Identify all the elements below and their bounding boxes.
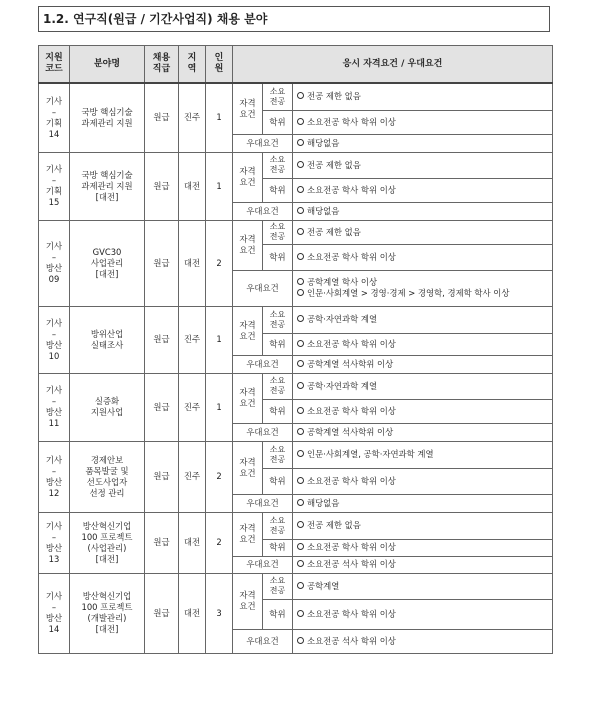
job-grade: 원급 bbox=[145, 373, 179, 441]
requirement-text: 소요전공 학사 학위 이상 bbox=[307, 405, 396, 416]
requirement-text: 공학·자연과학 계열 bbox=[307, 314, 378, 324]
preference-label: 우대요건 bbox=[233, 355, 293, 373]
requirement-text: 인문·사회계열, 공학·자연과학 계열 bbox=[307, 449, 434, 459]
requirement-item bbox=[297, 427, 552, 438]
circle-bullet-icon bbox=[297, 499, 304, 506]
job-region: 대전 bbox=[179, 573, 206, 653]
requirement-item bbox=[297, 339, 552, 350]
requirement-text: 소요전공 학사 학위 이상 bbox=[307, 475, 396, 486]
circle-bullet-icon bbox=[297, 382, 304, 389]
table-row bbox=[39, 220, 553, 244]
preference-label: 우대요건 bbox=[233, 556, 293, 573]
requirement-item bbox=[297, 288, 552, 299]
circle-bullet-icon bbox=[297, 207, 304, 214]
requirement-item bbox=[297, 252, 552, 263]
requirement-text: 해당없음 bbox=[307, 497, 340, 508]
preference-requirement bbox=[293, 202, 553, 220]
major-label: 소요 전공 bbox=[263, 373, 293, 399]
circle-bullet-icon bbox=[297, 360, 304, 367]
degree-label: 학위 bbox=[263, 468, 293, 494]
header-grade: 채용 직급 bbox=[145, 46, 179, 84]
job-region: 대전 bbox=[179, 152, 206, 220]
requirement-item bbox=[297, 277, 552, 288]
job-code: 기사 – 기획 14 bbox=[39, 83, 70, 152]
field-name: 방산혁신기업 100 프로젝트 (개발관리) [대전] bbox=[70, 573, 145, 653]
requirement-item bbox=[297, 314, 552, 325]
job-grade: 원급 bbox=[145, 512, 179, 573]
degree-label: 학위 bbox=[263, 599, 293, 629]
preference-label: 우대요건 bbox=[233, 629, 293, 653]
degree-requirement bbox=[293, 539, 553, 556]
job-region: 대전 bbox=[179, 220, 206, 306]
circle-bullet-icon bbox=[297, 186, 304, 193]
requirement-item bbox=[297, 449, 552, 460]
preference-requirement bbox=[293, 494, 553, 512]
job-code: 기사 – 기획 15 bbox=[39, 152, 70, 220]
requirement-text: 소요전공 석사 학위 이상 bbox=[307, 635, 396, 646]
degree-label: 학위 bbox=[263, 399, 293, 423]
requirement-text: 인문·사회계열 > 경영·경제 > 경영학, 경제학 학사 이상 bbox=[307, 288, 510, 298]
major-requirement bbox=[293, 512, 553, 539]
table-row bbox=[39, 441, 553, 468]
requirement-text: 소요전공 학사 학위 이상 bbox=[307, 184, 396, 195]
circle-bullet-icon bbox=[297, 253, 304, 260]
requirement-item bbox=[297, 91, 552, 102]
preference-label: 우대요건 bbox=[233, 134, 293, 152]
field-name: 방위산업 실태조사 bbox=[70, 306, 145, 373]
table-row bbox=[39, 512, 553, 539]
major-requirement bbox=[293, 441, 553, 468]
degree-requirement bbox=[293, 399, 553, 423]
requirement-item bbox=[297, 520, 552, 531]
job-code: 기사 – 방산 12 bbox=[39, 441, 70, 512]
requirement-text: 소요전공 학사 학위 이상 bbox=[307, 608, 396, 619]
job-grade: 원급 bbox=[145, 220, 179, 306]
major-label: 소요 전공 bbox=[263, 152, 293, 178]
requirement-text: 해당없음 bbox=[307, 205, 340, 216]
job-count: 1 bbox=[206, 306, 233, 373]
table-row bbox=[39, 373, 553, 399]
circle-bullet-icon bbox=[297, 428, 304, 435]
qualification-label: 자격 요건 bbox=[233, 306, 263, 355]
circle-bullet-icon bbox=[297, 637, 304, 644]
circle-bullet-icon bbox=[297, 315, 304, 322]
requirement-item bbox=[297, 117, 552, 128]
job-code: 기사 – 방산 14 bbox=[39, 573, 70, 653]
degree-label: 학위 bbox=[263, 178, 293, 202]
qualification-label: 자격 요건 bbox=[233, 373, 263, 423]
qualification-label: 자격 요건 bbox=[233, 573, 263, 629]
field-name: 국방 핵심기술 과제관리 지원 [대전] bbox=[70, 152, 145, 220]
requirement-text: 전공 제한 없음 bbox=[307, 91, 361, 102]
requirement-item bbox=[297, 559, 552, 570]
major-requirement bbox=[293, 152, 553, 178]
requirement-item bbox=[297, 636, 552, 647]
circle-bullet-icon bbox=[297, 161, 304, 168]
table-header-row bbox=[39, 46, 553, 84]
preference-label: 우대요건 bbox=[233, 270, 293, 306]
header-count: 인 원 bbox=[206, 46, 233, 84]
preference-label: 우대요건 bbox=[233, 202, 293, 220]
job-code: 기사 – 방산 11 bbox=[39, 373, 70, 441]
job-count: 3 bbox=[206, 573, 233, 653]
requirement-text: 공학·자연과학 계열 bbox=[307, 380, 378, 391]
job-region: 진주 bbox=[179, 441, 206, 512]
job-count: 1 bbox=[206, 152, 233, 220]
job-code: 기사 – 방산 09 bbox=[39, 220, 70, 306]
job-count: 1 bbox=[206, 373, 233, 441]
major-label: 소요 전공 bbox=[263, 512, 293, 539]
degree-requirement bbox=[293, 178, 553, 202]
table-row bbox=[39, 152, 553, 178]
preference-requirement bbox=[293, 355, 553, 373]
qualification-label: 자격 요건 bbox=[233, 512, 263, 556]
field-name: GVC30 사업관리 [대전] bbox=[70, 220, 145, 306]
requirement-item bbox=[297, 185, 552, 196]
degree-requirement bbox=[293, 244, 553, 270]
job-grade: 원급 bbox=[145, 83, 179, 152]
degree-label: 학위 bbox=[263, 110, 293, 134]
degree-requirement bbox=[293, 468, 553, 494]
job-region: 대전 bbox=[179, 512, 206, 573]
requirement-text: 전공 제한 없음 bbox=[307, 159, 361, 170]
major-requirement bbox=[293, 373, 553, 399]
circle-bullet-icon bbox=[297, 407, 304, 414]
requirement-item bbox=[297, 227, 552, 238]
requirement-item bbox=[297, 160, 552, 171]
recruitment-table bbox=[38, 45, 553, 654]
table-body bbox=[39, 83, 553, 653]
circle-bullet-icon bbox=[297, 289, 304, 296]
preference-requirement bbox=[293, 423, 553, 441]
field-name: 방산혁신기업 100 프로젝트 (사업관리) [대전] bbox=[70, 512, 145, 573]
requirement-text: 소요전공 석사 학위 이상 bbox=[307, 559, 396, 569]
qualification-label: 자격 요건 bbox=[233, 152, 263, 202]
requirement-item bbox=[297, 609, 552, 620]
requirement-item bbox=[297, 406, 552, 417]
requirement-text: 소요전공 학사 학위 이상 bbox=[307, 542, 396, 552]
major-requirement bbox=[293, 306, 553, 333]
job-code: 기사 – 방산 10 bbox=[39, 306, 70, 373]
degree-requirement bbox=[293, 599, 553, 629]
job-region: 진주 bbox=[179, 83, 206, 152]
requirement-text: 소요전공 학사 학위 이상 bbox=[307, 116, 396, 127]
preference-requirement bbox=[293, 556, 553, 573]
degree-label: 학위 bbox=[263, 244, 293, 270]
preference-requirement bbox=[293, 629, 553, 653]
circle-bullet-icon bbox=[297, 92, 304, 99]
field-name: 국방 핵심기술 과제관리 지원 bbox=[70, 83, 145, 152]
circle-bullet-icon bbox=[297, 340, 304, 347]
job-region: 진주 bbox=[179, 373, 206, 441]
major-label: 소요 전공 bbox=[263, 573, 293, 599]
major-label: 소요 전공 bbox=[263, 306, 293, 333]
circle-bullet-icon bbox=[297, 450, 304, 457]
field-name: 실증화 지원사업 bbox=[70, 373, 145, 441]
job-count: 2 bbox=[206, 512, 233, 573]
requirement-text: 해당없음 bbox=[307, 137, 340, 148]
job-grade: 원급 bbox=[145, 152, 179, 220]
requirement-item bbox=[297, 476, 552, 487]
job-grade: 원급 bbox=[145, 573, 179, 653]
major-label: 소요 전공 bbox=[263, 83, 293, 110]
field-name: 경제안보 품목발굴 및 선도사업자 선정 관리 bbox=[70, 441, 145, 512]
major-label: 소요 전공 bbox=[263, 441, 293, 468]
degree-requirement bbox=[293, 333, 553, 355]
major-label: 소요 전공 bbox=[263, 220, 293, 244]
header-field: 분야명 bbox=[70, 46, 145, 84]
requirement-text: 공학계열 석사학위 이상 bbox=[307, 358, 394, 369]
requirement-item bbox=[297, 581, 552, 592]
job-count: 2 bbox=[206, 441, 233, 512]
job-grade: 원급 bbox=[145, 441, 179, 512]
table-row bbox=[39, 573, 553, 599]
circle-bullet-icon bbox=[297, 118, 304, 125]
header-region: 지 역 bbox=[179, 46, 206, 84]
requirement-text: 전공 제한 없음 bbox=[307, 226, 361, 237]
preference-requirement bbox=[293, 270, 553, 306]
degree-label: 학위 bbox=[263, 333, 293, 355]
preference-requirement bbox=[293, 134, 553, 152]
qualification-label: 자격 요건 bbox=[233, 220, 263, 270]
circle-bullet-icon bbox=[297, 278, 304, 285]
requirement-text: 소요전공 학사 학위 이상 bbox=[307, 338, 396, 349]
header-requirements: 응시 자격요건 / 우대요건 bbox=[233, 46, 553, 84]
requirement-text: 공학계열 학사 이상 bbox=[307, 277, 378, 287]
circle-bullet-icon bbox=[297, 228, 304, 235]
requirement-item bbox=[297, 542, 552, 553]
requirement-item bbox=[297, 138, 552, 149]
job-region: 진주 bbox=[179, 306, 206, 373]
degree-requirement bbox=[293, 110, 553, 134]
circle-bullet-icon bbox=[297, 521, 304, 528]
requirement-item bbox=[297, 206, 552, 217]
qualification-label: 자격 요건 bbox=[233, 83, 263, 134]
circle-bullet-icon bbox=[297, 610, 304, 617]
job-count: 1 bbox=[206, 83, 233, 152]
requirement-text: 공학계열 석사학위 이상 bbox=[307, 426, 394, 437]
major-requirement bbox=[293, 573, 553, 599]
qualification-label: 자격 요건 bbox=[233, 441, 263, 494]
requirement-text: 전공 제한 없음 bbox=[307, 520, 361, 530]
circle-bullet-icon bbox=[297, 560, 304, 567]
job-code: 기사 – 방산 13 bbox=[39, 512, 70, 573]
requirement-item bbox=[297, 381, 552, 392]
major-requirement bbox=[293, 220, 553, 244]
header-code: 지원 코드 bbox=[39, 46, 70, 84]
circle-bullet-icon bbox=[297, 543, 304, 550]
circle-bullet-icon bbox=[297, 477, 304, 484]
table-row bbox=[39, 306, 553, 333]
requirement-item bbox=[297, 359, 552, 370]
preference-label: 우대요건 bbox=[233, 494, 293, 512]
circle-bullet-icon bbox=[297, 582, 304, 589]
requirement-text: 공학계열 bbox=[307, 580, 340, 591]
major-requirement bbox=[293, 83, 553, 110]
degree-label: 학위 bbox=[263, 539, 293, 556]
circle-bullet-icon bbox=[297, 139, 304, 146]
section-heading: 1.2. 연구직(원급 / 기간사업직) 채용 분야 bbox=[38, 6, 550, 32]
preference-label: 우대요건 bbox=[233, 423, 293, 441]
requirement-item bbox=[297, 498, 552, 509]
table-row bbox=[39, 83, 553, 110]
job-count: 2 bbox=[206, 220, 233, 306]
job-grade: 원급 bbox=[145, 306, 179, 373]
requirement-text: 소요전공 학사 학위 이상 bbox=[307, 251, 396, 262]
